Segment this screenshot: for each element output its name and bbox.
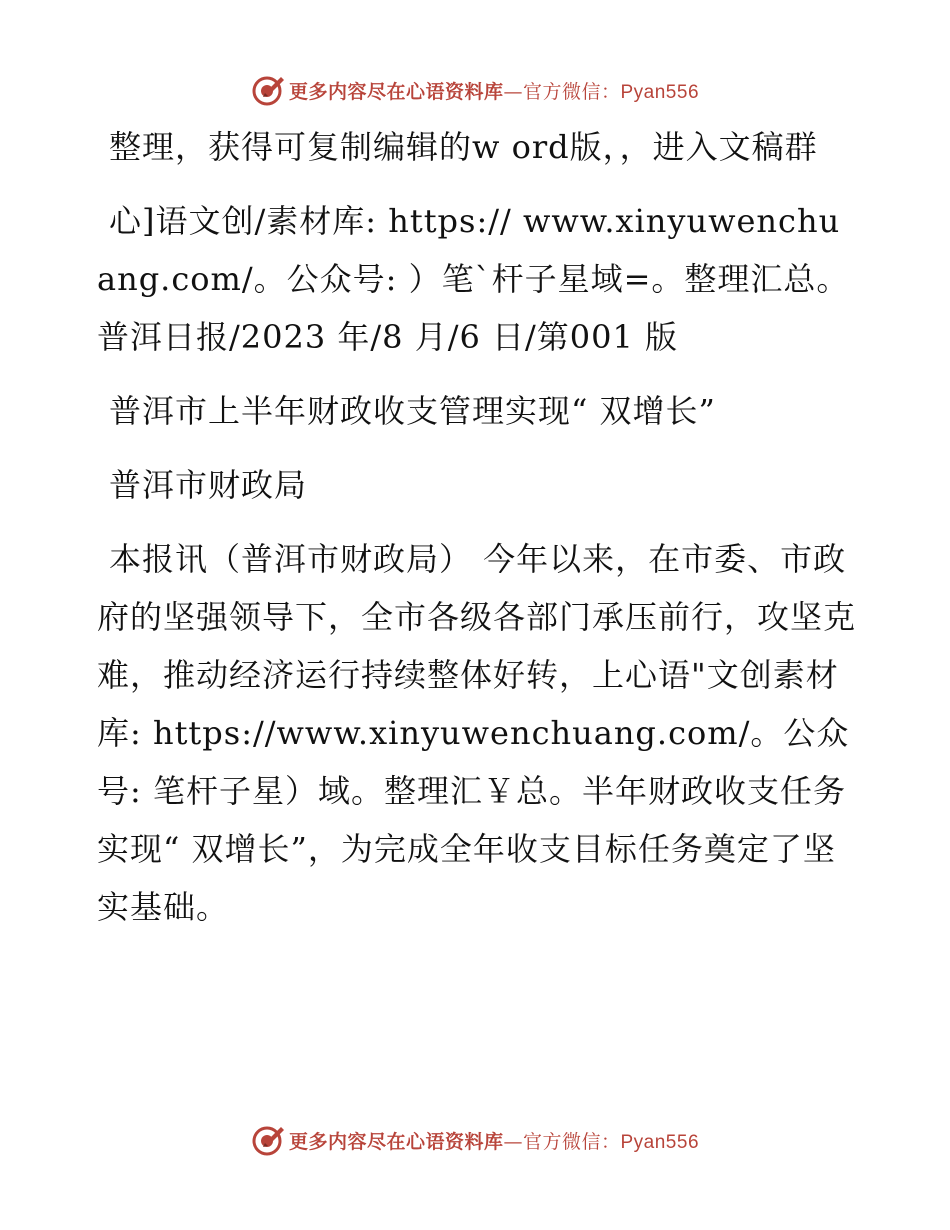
footer-banner [0, 1120, 950, 1160]
banner-contact: 官方微信：Pyan556 [523, 1131, 700, 1153]
banner-dash: — [503, 1130, 523, 1153]
article-body: 本报讯（普洱市财政局） 今年以来，在市委、市政府的坚强领导下，全市各级各部门承压前行，攻坚克难，推动经济运行持续整体好转，上心语"文创素材库: https://www.xinyuwenchuang.com/。公众号: 笔杆子星）域。整理汇￥总。半年财政收支任务实现“ 双增长”，为完成全年收支目标任务奠定了坚实基础。 [97, 540, 857, 926]
pen-logo-icon [251, 1123, 285, 1157]
paragraph-source-info: 心]语文创/素材库: https:// www.xinyuwenchuang.com/。公众号: ）笔`杆子星域=。整理汇总。普洱日报/2023 年/8 月/6 日/第001 版 [97, 202, 850, 356]
banner-title: 更多内容尽在心语资料库 [288, 1130, 504, 1153]
banner-dash: — [503, 80, 523, 103]
article-title: 普洱市上半年财政收支管理实现“ 双增长” [109, 392, 716, 430]
article-author: 普洱市财政局 [109, 466, 308, 504]
banner-contact: 官方微信：Pyan556 [523, 81, 700, 103]
banner-title: 更多内容尽在心语资料库 [288, 80, 504, 103]
document-body [97, 118, 857, 952]
header-banner [0, 70, 950, 110]
pen-logo-icon [251, 73, 285, 107]
paragraph-word-group: 整理，获得可复制编辑的w ord版，，进入文稿群 [109, 128, 818, 166]
